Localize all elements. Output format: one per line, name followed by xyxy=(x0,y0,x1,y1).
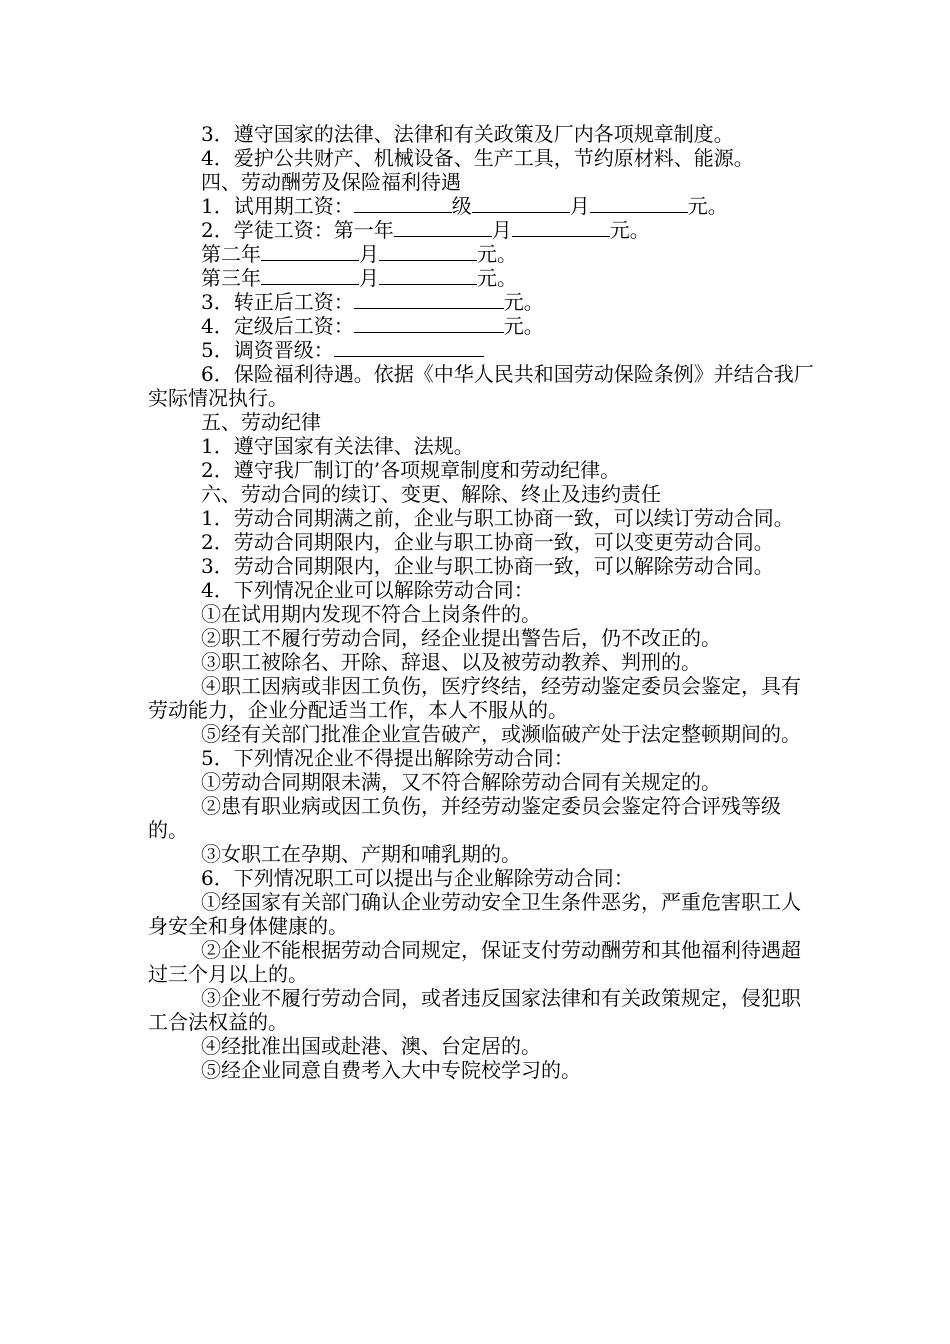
blank-field xyxy=(261,266,359,285)
clause-4-item-4: ④职工因病或非因工负伤，医疗终结，经劳动鉴定委员会鉴定，具有劳动能力，企业分配适当工作，本人不服从的。 xyxy=(148,674,801,722)
yuan-label: 元。 xyxy=(503,314,544,338)
year2-label: 第二年 xyxy=(201,242,261,266)
wage-year3-line xyxy=(148,266,818,290)
wage-probation-line xyxy=(148,194,818,218)
clause-6-item-2: ②企业不能根据劳动合同规定，保证支付劳动酬劳和其他福利待遇超过三个月以上的。 xyxy=(148,938,801,986)
month-label: 月 xyxy=(569,194,590,218)
wage-apprentice-label: 2．学徒工资：第一年 xyxy=(201,218,394,242)
section-heading-5: 五、劳动纪律 xyxy=(201,410,321,434)
wage-year2-line xyxy=(148,242,818,266)
blank-field xyxy=(354,194,452,213)
clause-6-item-4: ④经批准出国或赴港、澳、台定居的。 xyxy=(201,1034,541,1058)
clause-6-item-3: ③企业不履行劳动合同，或者违反国家法律和有关政策规定，侵犯职工合法权益的。 xyxy=(148,986,801,1034)
wage-raise-line xyxy=(148,338,818,362)
month-label: 月 xyxy=(359,242,379,266)
wage-graded-label: 4．定级后工资： xyxy=(201,314,354,338)
wage-regular-label: 3．转正后工资： xyxy=(201,290,354,314)
section-heading-6: 六、劳动合同的续订、变更、解除、终止及违约责任 xyxy=(201,482,661,506)
blank-field xyxy=(261,242,359,261)
clause-5-item-2: ②患有职业病或因工负伤，并经劳动鉴定委员会鉴定符合评残等级的。 xyxy=(148,794,781,842)
blank-field xyxy=(379,266,477,285)
clause-obligation-3: 3．遵守国家的法律、法律和有关政策及厂内各项规章制度。 xyxy=(201,122,734,146)
yuan-label: 元。 xyxy=(477,266,517,290)
blank-field xyxy=(590,194,688,213)
clause-discipline-2: 2．遵守我厂制订的’各项规章制度和劳动纪律。 xyxy=(201,458,621,482)
level-label: 级 xyxy=(451,194,472,218)
clause-4-item-5: ⑤经有关部门批准企业宣告破产，或濒临破产处于法定整顿期间的。 xyxy=(201,722,801,746)
blank-field xyxy=(512,218,610,237)
clause-6-heading: 6．下列情况职工可以提出与企业解除劳动合同： xyxy=(201,866,634,890)
clause-4-item-3: ③职工被除名、开除、辞退、以及被劳动教养、判刑的。 xyxy=(201,650,701,674)
clause-discipline-1: 1．遵守国家有关法律、法规。 xyxy=(201,434,474,458)
clause-6-item-1: ①经国家有关部门确认企业劳动安全卫生条件恶劣，严重危害职工人身安全和身体健康的。 xyxy=(148,890,801,938)
clause-4-item-1: ①在试用期内发现不符合上岗条件的。 xyxy=(201,602,541,626)
clause-5-item-3: ③女职工在孕期、产期和哺乳期的。 xyxy=(201,842,521,866)
clause-4-item-2: ②职工不履行劳动合同，经企业提出警告后，仍不改正的。 xyxy=(201,626,721,650)
blank-field xyxy=(472,194,570,213)
blank-field xyxy=(379,242,477,261)
yuan-label: 元。 xyxy=(477,242,517,266)
year3-label: 第三年 xyxy=(201,266,261,290)
clause-obligation-4: 4．爱护公共财产、机械设备、生产工具，节约原材料、能源。 xyxy=(201,146,754,170)
clause-renewal: 1．劳动合同期满之前，企业与职工协商一致，可以续订劳动合同。 xyxy=(201,506,794,530)
wage-raise-label: 5．调资晋级： xyxy=(201,338,334,362)
clause-insurance: 6．保险福利待遇。依据《中华人民共和国劳动保险条例》并结合我厂实际情况执行。 xyxy=(148,362,814,410)
yuan-label: 元。 xyxy=(609,218,650,242)
clause-4-heading: 4．下列情况企业可以解除劳动合同： xyxy=(201,578,534,602)
month-label: 月 xyxy=(491,218,512,242)
wage-probation-label: 1．试用期工资： xyxy=(201,194,354,218)
blank-field xyxy=(394,218,492,237)
section-heading-4: 四、劳动酬劳及保险福利待遇 xyxy=(201,170,461,194)
wage-graded-line xyxy=(148,314,818,338)
blank-field xyxy=(334,338,484,357)
blank-field xyxy=(354,290,504,309)
clause-5-item-1: ①劳动合同期限未满，又不符合解除劳动合同有关规定的。 xyxy=(201,770,721,794)
yuan-label: 元。 xyxy=(687,194,728,218)
clause-5-heading: 5．下列情况企业不得提出解除劳动合同： xyxy=(201,746,574,770)
yuan-label: 元。 xyxy=(503,290,544,314)
month-label: 月 xyxy=(359,266,379,290)
clause-change: 2．劳动合同期限内，企业与职工协商一致，可以变更劳动合同。 xyxy=(201,530,774,554)
contract-text xyxy=(148,122,818,1082)
blank-field xyxy=(354,314,504,333)
wage-regular-line xyxy=(148,290,818,314)
clause-6-item-5: ⑤经企业同意自费考入大中专院校学习的。 xyxy=(201,1058,581,1082)
wage-apprentice-line xyxy=(148,218,818,242)
clause-termination: 3．劳动合同期限内，企业与职工协商一致，可以解除劳动合同。 xyxy=(201,554,774,578)
